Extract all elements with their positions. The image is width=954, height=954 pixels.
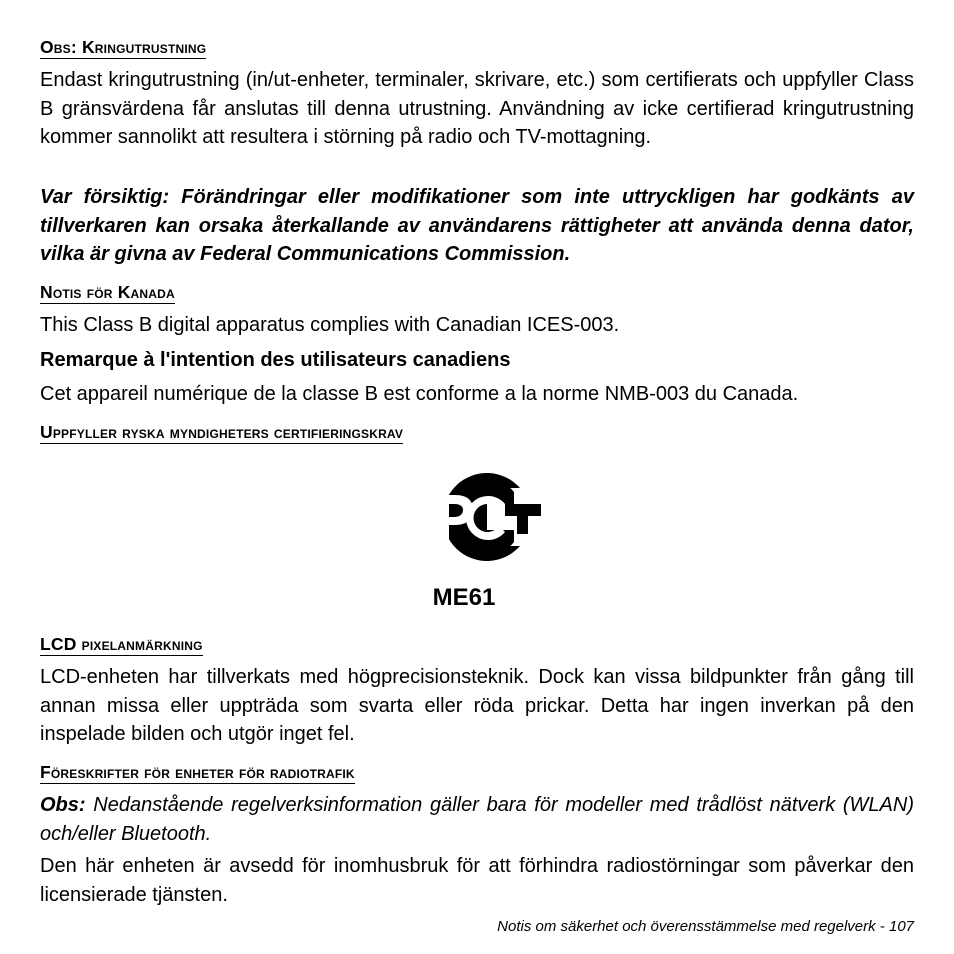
heading-notis-kanada: Notis för Kanada: [40, 282, 175, 302]
radio-note-lead: Obs:: [40, 794, 86, 816]
paragraph-radio-note: [40, 791, 914, 848]
paragraph-remarque: Cet appareil numérique de la classe B est conforme a la norme NMB-003 du Canada.: [40, 383, 799, 405]
pct-certification-logo: [417, 470, 543, 564]
paragraph-caution: Var försiktig: Förändringar eller modifikationer som inte uttryckligen har godkänts av tillverkaren kan orsaka återkallande av användarens rättigheter att använda denna dator, vilka är givna av Federal Communications Commission.: [40, 186, 914, 265]
radio-note-text: Nedanstående regelverksinformation gäller bara för modeller med trådlöst nätverk (WLAN) och/eller Bluetooth.: [40, 794, 914, 845]
heading-obs-kringutrustning: Obs: Kringutrustning: [40, 37, 207, 57]
heading-radiotrafik: Föreskrifter för enheter för radiotrafik: [40, 762, 355, 782]
heading-remarque: Remarque à l'intention des utilisateurs canadiens: [40, 349, 511, 371]
heading-lcd-pixel: LCD pixelanmärkning: [40, 634, 203, 654]
page-footer: Notis om säkerhet och överensstämmelse med regelverk - 107: [497, 918, 914, 935]
certification-code: ME61: [432, 584, 496, 611]
heading-ryska-certifiering: Uppfyller ryska myndigheters certifieringskrav: [40, 422, 404, 442]
paragraph-radio: Den här enheten är avsedd för inomhusbruk för att förhindra radiostörningar som påverkar den licensierade tjänsten.: [40, 855, 914, 906]
paragraph-lcd: LCD-enheten har tillverkats med högprecisionsteknik. Dock kan vissa bildpunkter från gång till annan missa eller uppträda som svarta eller röda prickar. Detta har ingen inverkan på den inspelade bilden och utgör inget fel.: [40, 666, 914, 745]
paragraph-canada: This Class B digital apparatus complies with Canadian ICES-003.: [40, 314, 620, 336]
paragraph-kringutrustning: Endast kringutrustning (in/ut-enheter, terminaler, skrivare, etc.) som certifierats och uppfyller Class B gränsvärdena får anslutas till denna utrustning. Användning av icke certifierad kringutrustning kommer sannolikt att resultera i störning på radio och TV-mottagning.: [40, 69, 914, 148]
